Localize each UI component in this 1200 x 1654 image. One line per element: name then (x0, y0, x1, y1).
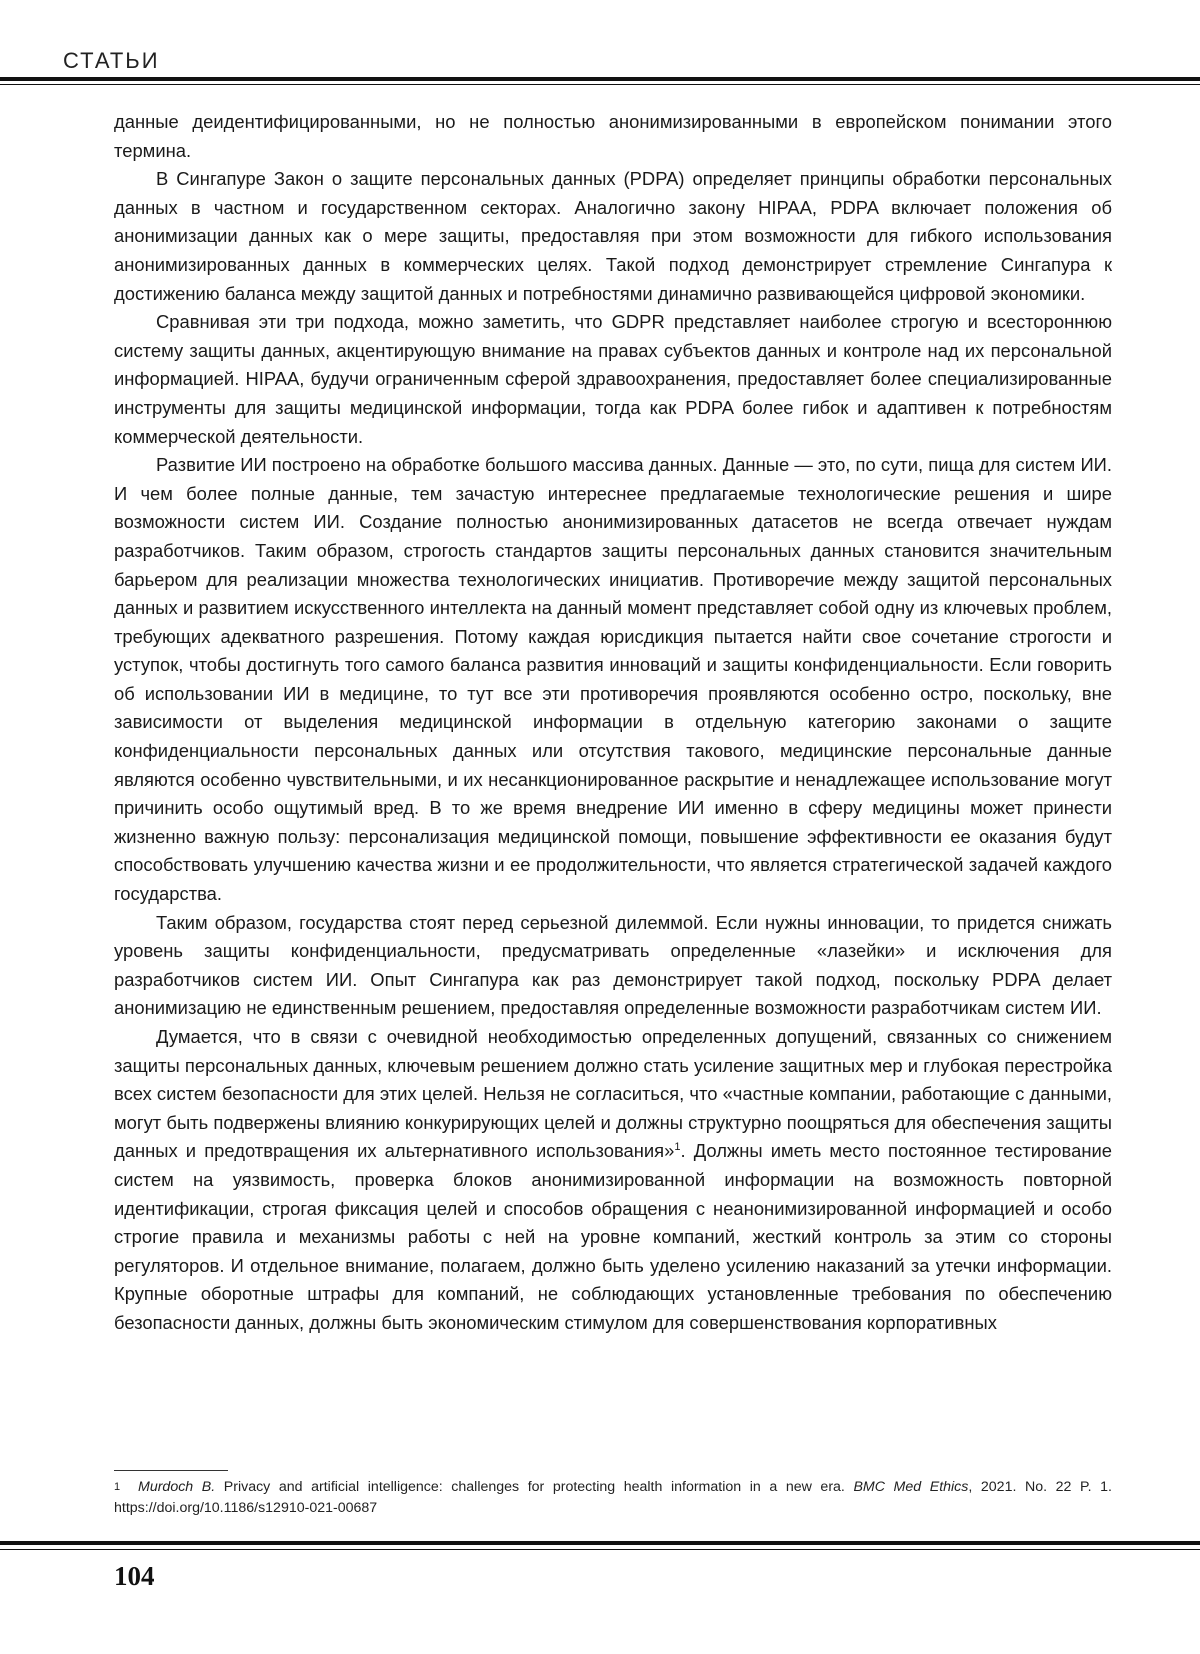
paragraph-dilemma: Таким образом, государства стоят перед серьезной дилеммой. Если нужны инновации, то придется снижать уровень защиты конфиденциальности, предусматривать определенные «лазейки» и исключения для разработчиков систем ИИ. Опыт Сингапура как раз демонстрирует такой подход, поскольку PDPA делает анонимизацию не единственным решением, предоставляя определенные возможности разработчикам систем ИИ. (114, 911, 1112, 1019)
paragraph-protection-measures (114, 1023, 1112, 1338)
paragraph-continuation: данные деидентифицированными, но не полностью анонимизированными в европейском понимании этого термина. (114, 111, 1112, 161)
paragraph-singapore-pdpa: В Сингапуре Закон о защите персональных данных (PDPA) определяет принципы обработки персональных данных в частном и государственном секторах. Аналогично закону HIPAA, PDPA включает положения об анонимизации данных как о мере защиты, предоставляя при этом возможности для гибкого использования анонимизированных данных в коммерческих целях. Такой подход демонстрирует стремление Сингапура к достижению баланса между защитой данных и потребностями динамично развивающейся цифровой экономики. (114, 168, 1112, 304)
footnote-details[interactable]: , 2021. No. 22 P. 1. https://doi.org/10.1186/s12910-021-00687 (114, 1479, 1112, 1516)
section-title: СТАТЬИ (63, 48, 160, 73)
footnote-reference[interactable]: 1 (674, 1141, 681, 1154)
article-body (114, 108, 1112, 1338)
paragraph-ai-development: Развитие ИИ построено на обработке большого массива данных. Данные — это, по сути, пища для систем ИИ. И чем более полные данные, тем зачастую интереснее предлагаемые технологические решения и шире возможности систем ИИ. Создание полностью анонимизированных датасетов не всегда отвечает нуждам разработчиков. Таким образом, строгость стандартов защиты персональных данных становится значительным барьером для реализации множества технологических инициатив. Противоречие между защитой персональных данных и развитием искусственного интеллекта на данный момент представляет собой одну из ключевых проблем, требующих адекватного разрешения. Потому каждая юрисдикция пытается найти свое сочетание строгости и уступок, чтобы достигнуть того самого баланса развития инноваций и защиты конфиденциальности. Если говорить об использовании ИИ в медицине, то тут все эти противоречия проявляются особенно остро, поскольку, вне зависимости от выделения медицинской информации в отдельную категорию законами о защите конфиденциальности персональных данных или отсутствия такового, медицинские персональные данные являются особенно чувствительными, и их несанкционированное раскрытие и ненадлежащее использование могут причинить особо ощутимый вред. В то же время внедрение ИИ именно в сферу медицины может принести жизненно важную пользу: персонализация медицинской помощи, повышение эффективности ее оказания будут способствовать улучшению качества жизни и ее продолжительности, что является стратегической задачей каждого государства. (114, 454, 1112, 905)
footnote-journal: BMC Med Ethics (853, 1479, 969, 1495)
paragraph-quote-part: Думается, что в связи с очевидной необходимостью определенных допущений, связанных со снижением защиты персональных данных, ключевым решением должно стать усиление защитных мер и глубокая перестройка всех систем безопасности для этих целей. Нельзя не согласиться, что «частные компании, работающие с данными, могут быть подвержены влиянию конкурирующих целей и должны структурно поощряться для обеспечения защиты данных и предотвращения их альтернативного использования» (114, 1026, 1112, 1162)
header-rule-thin (0, 84, 1200, 85)
footnote-number: 1 (114, 1481, 121, 1493)
footer-rule-thin (0, 1549, 1200, 1550)
footnote (114, 1477, 1112, 1519)
footnote-divider (114, 1470, 228, 1471)
footer-rule-thick (0, 1541, 1200, 1545)
paragraph-rest-part: . Должны иметь место постоянное тестирование систем на уязвимость, проверка блоков анонимизированной информации на возможность повторной идентификации, строгая фиксация целей и способов обращения с неанонимизированной информацией и особо строгие правила и механизмы работы с ней на уровне компаний, жесткий контроль за этим со стороны регуляторов. И отдельное внимание, полагаем, должно быть уделено усилению наказаний за утечки информации. Крупные оборотные штрафы для компаний, не соблюдающих установленные требования по обеспечению безопасности данных, должны быть экономическим стимулом для совершенствования корпоративных (114, 1140, 1112, 1333)
page-number: 104 (114, 1561, 155, 1591)
paragraph-comparison: Сравнивая эти три подхода, можно заметить, что GDPR представляет наиболее строгую и всестороннюю систему защиты данных, акцентирующую внимание на правах субъектов данных и контроле над их персональной информацией. HIPAA, будучи ограниченным сферой здравоохранения, предоставляет более специализированные инструменты для защиты медицинской информации, тогда как PDPA более гибок и адаптивен к потребностям коммерческой деятельности. (114, 311, 1112, 447)
footnote-title: Privacy and artificial intelligence: challenges for protecting health information in a new era. (215, 1479, 854, 1495)
header-rule-thick (0, 77, 1200, 81)
footnote-author: Murdoch B. (138, 1479, 216, 1495)
